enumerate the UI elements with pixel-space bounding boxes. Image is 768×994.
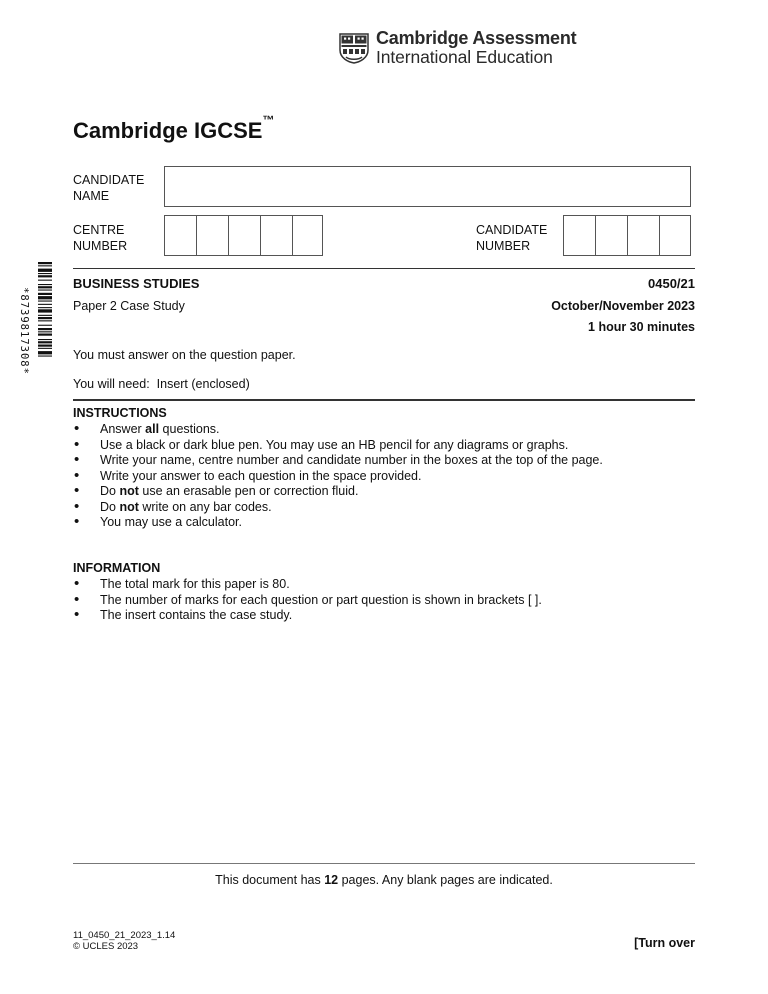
information-list [73, 577, 542, 624]
logo-line-2: International Education [376, 47, 553, 67]
barcode [38, 262, 52, 400]
divider [73, 268, 695, 269]
barcode-bar [38, 320, 52, 321]
materials-value: Insert (enclosed) [156, 377, 250, 391]
title-text: Cambridge IGCSE [73, 118, 263, 143]
barcode-bar [38, 309, 52, 312]
barcode-bar [38, 290, 52, 291]
barcode-bar [38, 351, 52, 354]
centre-number-cell-divider [196, 216, 197, 255]
document-reference: 11_0450_21_2023_1.14 [73, 930, 176, 941]
candidate-name-field[interactable] [164, 166, 691, 207]
answer-note: You must answer on the question paper. [73, 348, 296, 362]
barcode-bar [38, 301, 52, 302]
list-item: • Do not use an erasable pen or correction fluid. [73, 484, 603, 500]
candidate-name-label [73, 172, 144, 204]
exam-duration: 1 hour 30 minutes [588, 320, 695, 334]
footer-divider [73, 863, 695, 864]
barcode-bar [38, 269, 52, 272]
barcode-bar [38, 262, 52, 264]
instructions-heading: INSTRUCTIONS [73, 406, 167, 420]
barcode-bar [38, 325, 52, 326]
list-item: • The insert contains the case study. [73, 608, 542, 624]
barcode-bar [38, 296, 52, 299]
barcode-bar [38, 345, 52, 347]
materials-label: You will need: [73, 377, 150, 391]
centre-number-label-line1: CENTRE [73, 223, 125, 237]
barcode-bar [38, 275, 52, 277]
list-item: • Write your answer to each question in the space provided. [73, 469, 603, 485]
barcode-bar [38, 315, 52, 316]
candidate-number-label [476, 222, 547, 254]
copyright: © UCLES 2023 [73, 941, 139, 952]
exam-session: October/November 2023 [551, 299, 695, 313]
barcode-bar [38, 265, 52, 266]
candidate-number-cell-divider [627, 216, 628, 255]
list-item: • The number of marks for each question or part question is shown in brackets [ ]. [73, 593, 542, 609]
materials-needed [73, 377, 250, 391]
subject-name: BUSINESS STUDIES [73, 276, 200, 291]
candidate-number-label-line2: NUMBER [476, 239, 531, 253]
turn-over-note: [Turn over [634, 936, 695, 950]
barcode-bar [38, 286, 52, 288]
centre-number-cell-divider [260, 216, 261, 255]
barcode-bar [38, 341, 52, 343]
candidate-name-label-line1: CANDIDATE [73, 173, 145, 187]
cambridge-shield-icon [338, 32, 370, 64]
page-count-note: This document has 12 pages. Any blank pages are indicated. [215, 873, 553, 887]
candidate-number-field[interactable] [563, 215, 691, 256]
barcode-bar [38, 331, 52, 332]
list-item: • Use a black or dark blue pen. You may use an HB pencil for any diagrams or graphs. [73, 438, 603, 454]
information-heading: INFORMATION [73, 561, 161, 575]
list-item: • You may use a calculator. [73, 515, 603, 531]
candidate-number-cell-divider [659, 216, 660, 255]
barcode-bar [38, 339, 52, 340]
barcode-bar [38, 317, 52, 319]
barcode-bar [38, 280, 52, 281]
list-item: • Answer all questions. [73, 422, 603, 438]
trademark-symbol: ™ [262, 112, 275, 127]
barcode-bar [38, 273, 52, 274]
barcode-bar [38, 284, 52, 285]
candidate-number-label-line1: CANDIDATE [476, 223, 548, 237]
centre-number-cell-divider [292, 216, 293, 255]
barcode-number [14, 262, 34, 400]
divider [73, 399, 695, 401]
instructions-list [73, 422, 603, 531]
list-item: • Do not write on any bar codes. [73, 500, 603, 516]
list-item: • Write your name, centre number and candidate number in the boxes at the top of the page. [73, 453, 603, 469]
logo-line-1: Cambridge Assessment [376, 28, 577, 48]
candidate-name-label-line2: NAME [73, 189, 110, 203]
barcode-bar [38, 348, 52, 349]
centre-number-label [73, 222, 127, 254]
barcode-bar [38, 304, 52, 305]
barcode-bar [38, 307, 52, 308]
candidate-number-cell-divider [595, 216, 596, 255]
barcode-bar [38, 356, 52, 357]
paper-name: Paper 2 Case Study [73, 299, 185, 313]
paper-code: 0450/21 [648, 276, 695, 291]
barcode-number-text: *8739817308* [18, 287, 30, 375]
centre-number-cell-divider [228, 216, 229, 255]
barcode-bar [38, 334, 52, 336]
cambridge-logo [338, 30, 588, 68]
centre-number-label-line2: NUMBER [73, 239, 128, 253]
list-item: • The total mark for this paper is 80. [73, 577, 542, 593]
barcode-bar [38, 328, 52, 330]
barcode-bar [38, 293, 52, 295]
centre-number-field[interactable] [164, 215, 323, 256]
page-title [73, 112, 275, 144]
